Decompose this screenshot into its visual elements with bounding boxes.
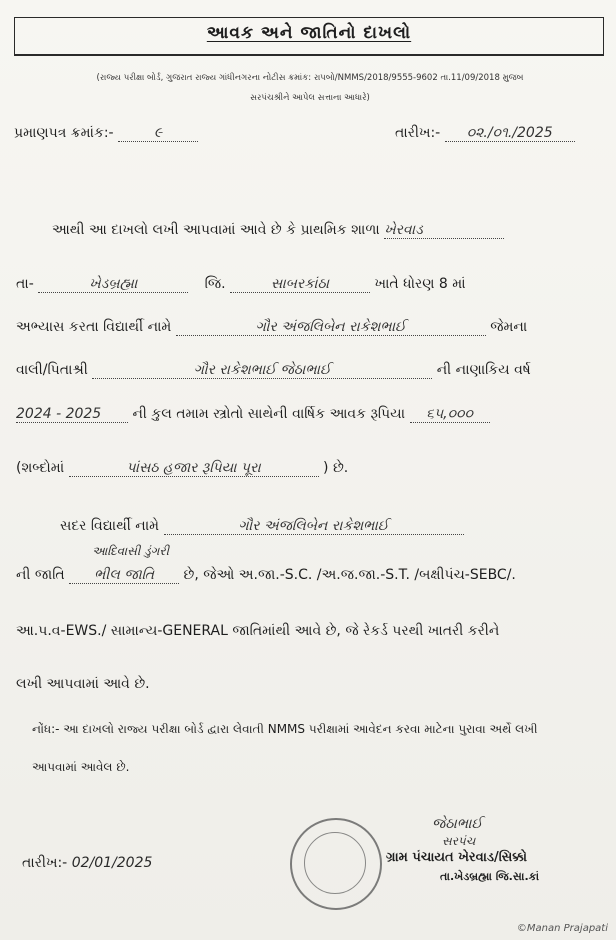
remark-line1: નોંધ:- આ દાખલો રાજ્ય પરીક્ષા બોર્ડ દ્વારા લેવાતી NMMS પરીક્ષામાં આવેદન કરવા માટેના પુરાવા અર્થે લખી [32,722,538,736]
sarpanch-role: સરપંચ [442,834,476,848]
caste-value: ભીલ જાતિ [69,567,179,584]
panchayat-place-stamp: તા.ખેડબ્રહ્મા જિ.સા.કાં [440,870,540,883]
taluka-value: ખેડબ્રહ્મા [38,276,188,293]
remark-line2: આપવામાં આવેલ છે. [32,760,130,774]
parent-name: ગૌર રાકેશભાઈ જેઠાભાઈ [92,362,432,379]
title-box [14,17,604,56]
parent-row-suffix: ની નાણાકિય વર્ષ [436,362,531,378]
footer-date-row [22,855,152,871]
income-words-prefix: (શબ્દોમાં [16,460,65,476]
parent-row-prefix: વાલી/પિતાશ્રી [16,362,88,378]
income-words-suffix: ) છે. [323,460,349,476]
income-row [16,406,490,423]
income-amount: ૬૫,૦૦૦ [410,406,490,423]
student-row-suffix: જેમના [490,319,528,335]
location-row-suffix: ખાતે ધોરણ 8 માં [374,276,466,292]
seal-inner-ring [304,832,366,894]
parent-row [16,362,531,379]
authority-note-line2: સરપંચશ્રીને આપેલ સત્તાના આધારે) [250,93,370,103]
caste-note: આદિવાસી ડુંગરી [92,544,170,558]
student-name-repeat: ગૌર અંજલિબેન રાકેશભાઈ [164,518,464,535]
certificate-date-row [395,125,575,142]
caste-row-suffix: છે, જેઓ અ.જા.-S.C. /અ.જ.જા.-S.T. /બક્ષીપંચ-SEBC/. [183,567,516,583]
certificate-number-label: પ્રમાણપત્ર ક્રમાંક:- [14,125,114,141]
caste-row-prefix: ની જાતિ [16,567,65,583]
caste-row [16,567,516,584]
student-row-prefix: અભ્યાસ કરતા વિદ્યાર્થી નામે [16,319,172,335]
certificate-date-label: તારીખ:- [395,125,441,141]
watermark: ©Manan Prajapati [516,923,608,934]
school-name: ખેરવાડ [384,222,504,239]
income-words-row [16,460,348,477]
document-title: આવક અને જાતિનો દાખલો [206,23,412,43]
income-words: પાંસઠ હજાર રૂપિયા પૂરા [69,460,319,477]
taluka-label: તા- [16,276,34,292]
student-repeat-row [60,518,464,535]
closing-row: લખી આપવામાં આવે છે. [16,676,150,692]
certificate-number-value: ૯ [118,125,198,142]
district-label: જિ. [204,276,226,292]
school-row-prefix: આથી આ દાખલો લખી આપવામાં આવે છે કે પ્રાથમિક શાળા [52,222,380,238]
certificate-date-value: ૦૨./૦૧./2025 [445,125,575,142]
certificate-number-row [14,125,198,142]
panchayat-seal [290,818,382,910]
student-name: ગૌર અંજલિબેન રાકેશભાઈ [176,319,486,336]
footer-date-value: 02/01/2025 [71,855,153,871]
school-row [52,222,504,239]
financial-year: 2024 - 2025 [16,406,128,423]
panchayat-office-stamp: ગ્રામ પંચાયત ખેરવાડ/સિક્કો [386,850,527,865]
footer-date-label: તારીખ:- [22,855,68,871]
income-row-mid: ની કુલ તમામ સ્ત્રોતો સાથેની વાર્ષિક આવક રૂપિયા [132,406,406,422]
location-row [16,276,466,293]
student-row [16,319,527,336]
sarpanch-signature: જેઠાભાઈ [432,816,483,832]
district-value: સાબરકાંઠા [230,276,370,293]
authority-note-line1: (રાજ્ય પરીક્ષા બોર્ડ, ગુજરાત રાજ્ય ગાંધીનગરના નોટીસ ક્રમાંક: રાપબો/NMMS/2018/9555-9602 તા.11/09/2018 મુજબ [96,73,524,83]
category-row: આ.પ.વ-EWS./ સામાન્ય-GENERAL જાતિમાંથી આવે છે, જે રેકર્ડ પરથી ખાતરી કરીને [16,623,500,639]
student-repeat-prefix: સદર વિદ્યાર્થી નામે [60,518,160,534]
